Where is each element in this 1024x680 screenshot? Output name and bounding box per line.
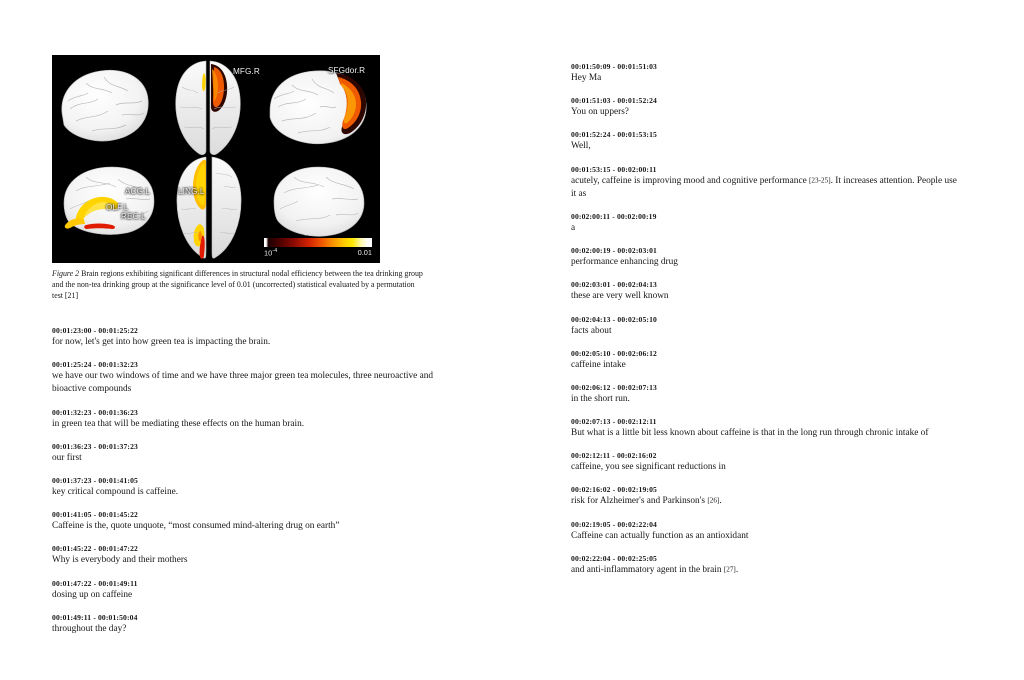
transcript-cue xyxy=(52,442,434,465)
transcript-cue xyxy=(52,476,434,499)
cue-timestamp: 00:01:32:23 - 00:01:36:23 xyxy=(52,407,138,417)
brain-view-top-left-lateral xyxy=(56,61,152,153)
colorbar-tick-min: $10^{-4}$ xyxy=(264,248,278,258)
cue-text xyxy=(52,589,434,602)
brain-view-bottom-left-medial xyxy=(56,159,160,251)
cue-text-main: But what is a little bit less known about caffeine is that in the long run through chronic intake of xyxy=(571,428,929,439)
cue-text-main: caffeine, you see significant reductions in xyxy=(571,462,726,473)
cue-text xyxy=(571,325,961,338)
figure-caption-label: Figure 2 xyxy=(52,269,80,278)
cue-timestamp: 00:02:04:13 - 00:02:05:10 xyxy=(571,314,657,324)
transcript-cue xyxy=(52,613,434,636)
transcript-cue xyxy=(52,510,434,533)
cue-text xyxy=(571,495,961,508)
cue-text-main: for now, let's get into how green tea is impacting the brain. xyxy=(52,337,271,347)
cue-text-main: we have our two windows of time and we have three major green tea molecules, three neuroactive and bioactive compounds xyxy=(52,371,434,395)
cue-text xyxy=(571,461,961,474)
transcript-cue xyxy=(571,165,961,201)
cue-text-main: Caffeine is the, quote unquote, “most consumed mind-altering drug on earth” xyxy=(52,521,340,532)
brain-view-bottom-ventral xyxy=(156,153,262,261)
transcript-cue xyxy=(571,349,961,372)
cue-timestamp: 00:02:16:02 - 00:02:19:05 xyxy=(571,485,657,495)
cue-text-main: throughout the day? xyxy=(52,623,127,634)
cue-text xyxy=(571,256,961,269)
citation-reference: [27] xyxy=(723,565,736,574)
brain-view-top-dorsal xyxy=(154,57,262,159)
transcript-column-right xyxy=(571,62,961,588)
cue-text-main: acutely, caffeine is improving mood and cognitive performance xyxy=(571,175,810,186)
cue-timestamp: 00:01:37:23 - 00:01:41:05 xyxy=(52,475,138,485)
colorbar-title: p-value xyxy=(304,226,332,236)
cue-timestamp: 00:01:49:11 - 00:01:50:04 xyxy=(52,612,138,622)
cue-text xyxy=(52,554,434,567)
transcript-cue xyxy=(571,96,961,119)
cue-timestamp: 00:01:47:22 - 00:01:49:11 xyxy=(52,578,138,588)
cue-text-main: Well, xyxy=(571,141,591,152)
transcript-cue xyxy=(52,360,434,396)
cue-timestamp: 00:01:41:05 - 00:01:45:22 xyxy=(52,510,138,520)
cue-timestamp: 00:01:23:00 - 00:01:25:22 xyxy=(52,326,138,335)
cue-timestamp: 00:02:05:10 - 00:02:06:12 xyxy=(571,348,657,358)
cue-timestamp: 00:01:45:22 - 00:01:47:22 xyxy=(52,544,138,554)
cue-text-main: Why is everybody and their mothers xyxy=(52,555,188,566)
cue-text-main: these are very well known xyxy=(571,291,669,302)
figure-caption xyxy=(52,268,426,302)
transcript-cue xyxy=(571,130,961,153)
transcript-cue xyxy=(52,579,434,602)
cue-text-main: dosing up on caffeine xyxy=(52,589,133,600)
cue-text-trailing: . xyxy=(735,564,739,575)
transcript-cue xyxy=(571,485,961,508)
cue-timestamp: 00:01:53:15 - 00:02:00:11 xyxy=(571,164,657,174)
brain-surface-svg xyxy=(56,61,152,153)
colorbar-tick-row xyxy=(264,247,372,258)
transcript-cue xyxy=(571,212,961,235)
cue-timestamp: 00:02:00:19 - 00:02:03:01 xyxy=(571,246,657,256)
cue-text-main: key critical compound is caffeine. xyxy=(52,486,179,497)
brain-surface-svg xyxy=(154,57,262,159)
cue-text-trailing: . xyxy=(719,496,722,507)
transcript-cue xyxy=(52,408,434,431)
cue-timestamp: 00:01:36:23 - 00:01:37:23 xyxy=(52,441,138,451)
cue-text-main: our first xyxy=(52,452,82,463)
cue-timestamp: 00:01:51:03 - 00:01:52:24 xyxy=(571,96,657,106)
region-label-mfg-r: MFG.R xyxy=(233,67,260,76)
cue-text-main: performance enhancing drug xyxy=(571,257,678,268)
region-label-ling-l: LING.L xyxy=(178,187,205,196)
cue-timestamp: 00:02:19:05 - 00:02:22:04 xyxy=(571,519,657,529)
transcript-cue xyxy=(571,246,961,269)
transcript-cue xyxy=(571,554,961,577)
transcript-cue xyxy=(52,326,434,349)
cue-text xyxy=(571,106,961,119)
cue-text xyxy=(571,72,961,85)
figure-block xyxy=(52,55,423,302)
colorbar-tick-max: 0.01 xyxy=(357,248,372,257)
region-label-acg-l: ACG.L xyxy=(125,187,151,196)
colorbar xyxy=(264,226,372,258)
transcript-cue xyxy=(571,520,961,543)
cue-timestamp: 00:02:00:11 - 00:02:00:19 xyxy=(571,211,657,221)
cue-timestamp: 00:01:52:24 - 00:01:53:15 xyxy=(571,130,657,140)
cue-text-main: a xyxy=(571,222,576,233)
brain-surface-svg xyxy=(264,61,372,155)
cue-timestamp: 00:02:22:04 - 00:02:25:05 xyxy=(571,553,657,563)
cue-text-main: You on uppers? xyxy=(571,107,629,118)
brain-view-top-right-lateral xyxy=(264,61,372,155)
cue-text xyxy=(52,336,434,349)
figure-caption-body: Brain regions exhibiting significant differences in structural nodal efficiency between the tea drinking group and the non-tea drinking group at the significance level of 0.01 (uncorrected) statistical evaluated by a permutation test [21] xyxy=(52,269,423,301)
cue-text-main: Hey Ma xyxy=(571,73,602,83)
cue-text xyxy=(571,530,961,543)
citation-reference: [23-25] xyxy=(809,176,831,185)
transcript-cue xyxy=(52,544,434,567)
cue-text xyxy=(52,623,434,636)
cue-timestamp: 00:02:03:01 - 00:02:04:13 xyxy=(571,280,657,290)
cue-text-main: and anti-inflammatory agent in the brain xyxy=(571,564,724,575)
cue-text xyxy=(52,520,434,533)
cue-text-trailing: . It increases attention. People use it as xyxy=(571,175,957,199)
citation-reference: [26] xyxy=(707,496,720,505)
transcript-cue xyxy=(571,383,961,406)
cue-text-main: Caffeine can actually function as an antioxidant xyxy=(571,530,749,541)
cue-text xyxy=(52,370,434,396)
cue-timestamp: 00:02:06:12 - 00:02:07:13 xyxy=(571,382,657,392)
cue-text-main: in green tea that will be mediating these effects on the human brain. xyxy=(52,418,305,429)
colorbar-gradient xyxy=(264,238,372,247)
cue-text xyxy=(571,393,961,406)
brain-surface-svg xyxy=(56,159,160,251)
transcript-cue xyxy=(571,451,961,474)
cue-text-main: risk for Alzheimer's and Parkinson's xyxy=(571,496,708,507)
cue-timestamp: 00:02:12:11 - 00:02:16:02 xyxy=(571,451,657,461)
cue-text xyxy=(571,359,961,372)
cue-text xyxy=(52,418,434,431)
cue-text-main: facts about xyxy=(571,325,612,336)
cue-text xyxy=(571,222,961,235)
cue-text xyxy=(571,140,961,153)
cue-text xyxy=(571,564,961,577)
region-label-olf-l: OLF.L xyxy=(106,203,129,212)
transcript-cue xyxy=(571,62,961,85)
cue-text xyxy=(52,486,434,499)
cue-text-main: caffeine intake xyxy=(571,359,626,370)
cue-text-main: in the short run. xyxy=(571,393,630,404)
transcript-column-left xyxy=(52,326,434,647)
cue-timestamp: 00:02:07:13 - 00:02:12:11 xyxy=(571,417,657,427)
cue-text xyxy=(571,427,961,440)
transcript-cue xyxy=(571,280,961,303)
cue-text xyxy=(571,290,961,303)
transcript-cue xyxy=(571,315,961,338)
region-label-sfgdor-r: SFGdor.R xyxy=(328,66,366,75)
brain-surface-svg xyxy=(156,153,262,261)
cue-timestamp: 00:01:50:09 - 00:01:51:03 xyxy=(571,62,657,71)
cue-timestamp: 00:01:25:24 - 00:01:32:23 xyxy=(52,360,138,370)
region-label-rec-l: REC.L xyxy=(121,212,146,221)
cue-text xyxy=(52,452,434,465)
cue-text xyxy=(571,175,961,201)
brain-figure-image xyxy=(52,55,380,263)
transcript-cue xyxy=(571,417,961,440)
